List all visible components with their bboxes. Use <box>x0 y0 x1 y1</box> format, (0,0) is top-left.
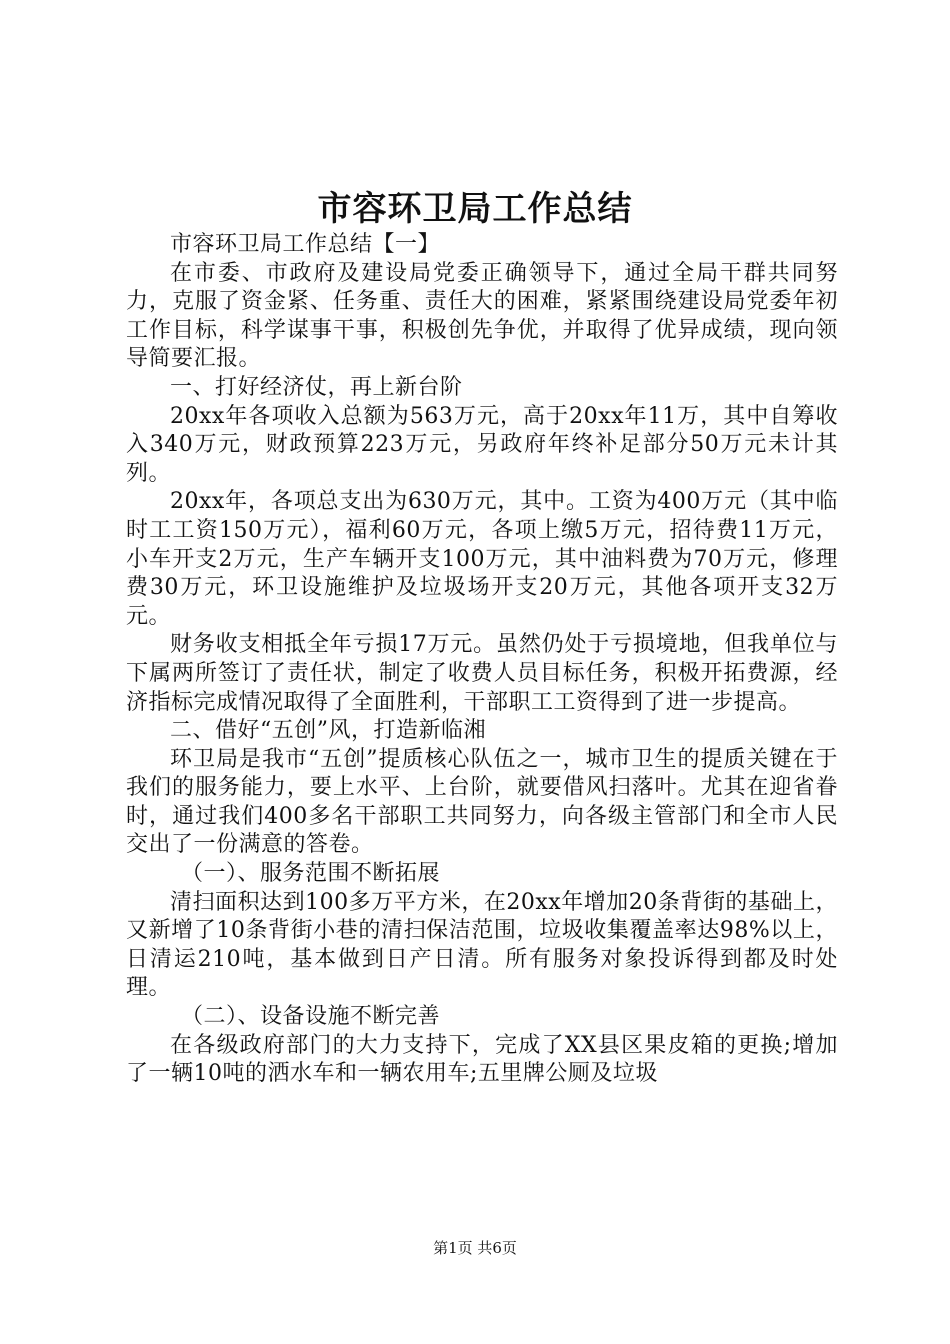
document-body <box>126 231 838 1089</box>
document-title: 市容环卫局工作总结 <box>317 189 633 229</box>
paragraph: 20xx年，各项总支出为630万元，其中。工资为400万元（其中临时工工资150万元），福利60万元，各项上缴5万元，招待费11万元，小车开支2万元，生产车辆开支100万元，其中油料费为70万元，修理费30万元，环卫设施维护及垃圾场开支20万元，其他各项开支32万元。 <box>126 489 839 629</box>
paragraph: 财务收支相抵全年亏损17万元。虽然仍处于亏损境地，但我单位与下属两所签订了责任状，制定了收费人员目标任务，积极开拓费源，经济指标完成情况取得了全面胜利，干部职工工资得到了进一步提高。 <box>126 632 838 715</box>
page-footer: 第1页 共6页 <box>433 1239 517 1257</box>
section-heading: 一、打好经济仗，再上新台阶 <box>170 374 463 400</box>
subsection-heading: （二）、设备设施不断完善 <box>181 1004 441 1030</box>
paragraph: 清扫面积达到100多万平方米，在20xx年增加20条背街的基础上，又新增了10条背街小巷的清扫保洁范围，垃圾收集覆盖率达98%以上，日清运210吨，基本做到日产日清。所有服务对象投诉得到都及时处理。 <box>126 889 838 1001</box>
paragraph: 20xx年各项收入总额为563万元，高于20xx年11万，其中自筹收入340万元，财政预算223万元，另政府年终补足部分50万元未计其列。 <box>126 403 838 486</box>
section-heading: 市容环卫局工作总结【一】 <box>170 232 441 257</box>
paragraph: 在市委、市政府及建设局党委正确领导下，通过全局干群共同努力，克服了资金紧、任务重、责任大的困难，紧紧围绕建设局党委年初工作目标，科学谋事干事，积极创先争优，并取得了优异成绩，现向领导简要汇报。 <box>126 260 838 372</box>
subsection-heading: （一）、服务范围不断拓展 <box>181 861 441 887</box>
paragraph: 环卫局是我市“五创”提质核心队伍之一，城市卫生的提质关键在于我们的服务能力，要上水平、上台阶，就要借风扫落叶。尤其在迎省眷时，通过我们400多名干部职工共同努力，向各级主管部门和全市人民交出了一份满意的答卷。 <box>126 746 838 858</box>
paragraph: 在各级政府部门的大力支持下，完成了XX县区果皮箱的更换;增加了一辆10吨的洒水车和一辆农用车;五里牌公厕及垃圾 <box>126 1032 838 1087</box>
section-heading: 二、借好“五创”风，打造新临湘 <box>170 718 486 744</box>
